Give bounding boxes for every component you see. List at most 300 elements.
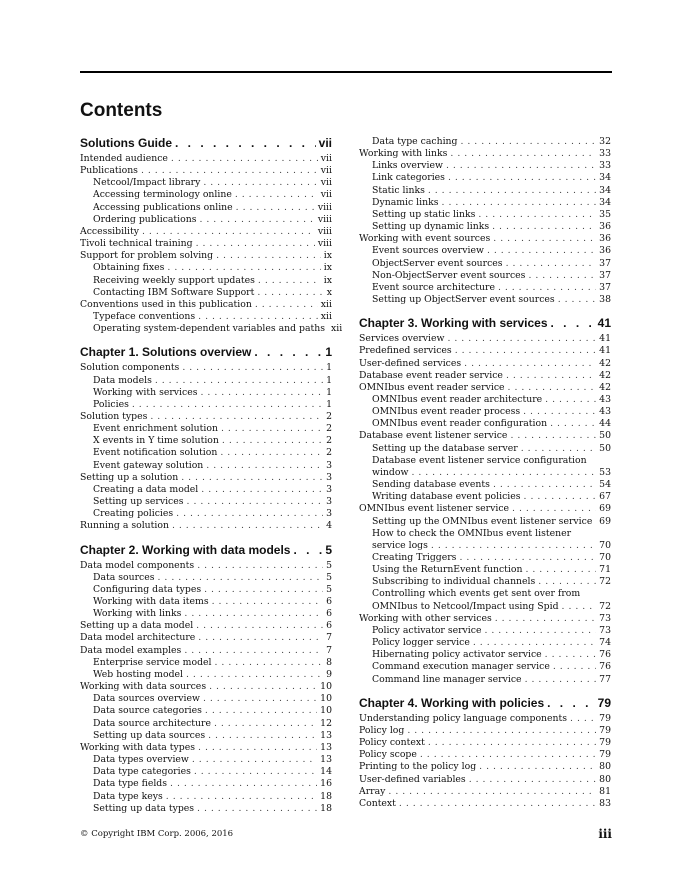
dot-leader xyxy=(481,625,596,637)
toc-entry[interactable] xyxy=(359,443,611,455)
dot-leader xyxy=(535,576,596,588)
toc-entry-title: Data source architecture xyxy=(93,717,211,729)
toc-chapter-heading[interactable] xyxy=(359,316,611,331)
toc-entry-page: 53 xyxy=(599,466,611,478)
toc-entry[interactable] xyxy=(359,786,611,798)
toc-entry-page: 50 xyxy=(599,430,611,442)
toc-entry[interactable] xyxy=(80,323,343,335)
toc-chapter-heading[interactable] xyxy=(80,543,332,558)
toc-entry[interactable] xyxy=(80,238,332,250)
toc-entry[interactable] xyxy=(359,172,611,184)
toc-entry-page: 1 xyxy=(326,374,332,386)
toc-entry-page: vii xyxy=(320,153,332,164)
toc-entry-title: Event sources overview xyxy=(372,245,484,257)
toc-entry-title: Data type categories xyxy=(93,766,191,778)
dot-leader xyxy=(195,311,318,323)
toc-entry[interactable] xyxy=(359,455,611,467)
toc-entry-page: 34 xyxy=(599,196,611,208)
toc-left-column xyxy=(80,136,343,815)
toc-entry[interactable] xyxy=(80,632,332,644)
dot-leader xyxy=(198,387,324,399)
toc-entry-title: Creating policies xyxy=(93,508,174,520)
dot-leader xyxy=(172,136,316,151)
toc-entry[interactable] xyxy=(80,754,332,766)
toc-entry-title: Solution components xyxy=(80,362,180,374)
toc-entry[interactable] xyxy=(359,294,611,306)
dot-leader xyxy=(200,693,317,705)
toc-entry[interactable] xyxy=(359,737,611,749)
chapter-title: Chapter 3. Working with services xyxy=(359,316,548,331)
toc-entry-title: Command execution manager service xyxy=(372,661,550,673)
dot-leader xyxy=(138,165,318,177)
dot-leader xyxy=(503,370,596,382)
toc-entry-title: Data sources xyxy=(93,571,155,583)
toc-entry-page: 37 xyxy=(599,281,611,293)
dot-leader xyxy=(173,508,323,520)
dot-leader xyxy=(201,584,323,596)
toc-entry-continuation[interactable] xyxy=(359,467,611,479)
toc-entry[interactable] xyxy=(359,613,611,625)
toc-entry-page: 9 xyxy=(326,668,332,680)
toc-entry-title: Setting up dynamic links xyxy=(372,221,490,233)
toc-entry-page: 8 xyxy=(326,656,332,668)
toc-entry-title: Working with links xyxy=(359,148,448,160)
dot-leader xyxy=(129,399,323,411)
toc-entry[interactable] xyxy=(359,185,611,197)
toc-chapter-heading[interactable] xyxy=(359,696,611,711)
dot-leader xyxy=(567,713,596,725)
dot-leader xyxy=(417,749,596,761)
toc-entry-page: xii xyxy=(331,323,343,335)
toc-entry-page: viii xyxy=(317,238,332,250)
toc-entry-title-continued: window xyxy=(372,466,409,478)
toc-entry[interactable] xyxy=(80,165,332,177)
dot-leader xyxy=(476,761,596,773)
dot-leader xyxy=(163,791,317,803)
toc-entry-title: Non-ObjectServer event sources xyxy=(372,269,526,281)
dot-leader xyxy=(428,540,596,552)
toc-entry[interactable] xyxy=(359,370,611,382)
dot-leader xyxy=(550,661,596,673)
toc-entry[interactable] xyxy=(80,718,332,730)
toc-entry[interactable] xyxy=(359,637,611,649)
toc-entry[interactable] xyxy=(80,791,332,803)
toc-entry-page: 36 xyxy=(599,245,611,257)
toc-entry-title: Setting up a data model xyxy=(80,620,194,632)
toc-entry-page: vii xyxy=(318,136,332,150)
toc-entry[interactable] xyxy=(80,520,332,532)
toc-entry[interactable] xyxy=(80,681,332,693)
toc-entry[interactable] xyxy=(359,761,611,773)
toc-entry-title: Configuring data types xyxy=(93,583,202,595)
toc-entry-page: 3 xyxy=(326,496,332,508)
toc-entry[interactable] xyxy=(80,447,332,459)
toc-entry-title: Understanding policy language components xyxy=(359,712,568,724)
toc-entry-page: 10 xyxy=(320,705,332,717)
toc-entry-page: 12 xyxy=(320,717,332,729)
dot-leader xyxy=(179,362,323,374)
dot-leader xyxy=(217,447,323,459)
toc-entry-title: Hibernating policy activator service xyxy=(372,649,542,661)
toc-entry[interactable] xyxy=(359,233,611,245)
dot-leader xyxy=(233,202,315,214)
toc-entry-page: 76 xyxy=(599,661,611,673)
toc-chapter-heading[interactable] xyxy=(80,136,332,151)
dot-leader xyxy=(457,136,596,148)
toc-entry-title: Working with data sources xyxy=(80,681,207,693)
toc-entry-page: 36 xyxy=(599,221,611,233)
dot-leader xyxy=(466,774,596,786)
dot-leader xyxy=(492,613,596,625)
toc-entry[interactable] xyxy=(359,209,611,221)
toc-entry-page: 76 xyxy=(599,649,611,661)
toc-entry-title: Event enrichment solution xyxy=(93,423,218,435)
toc-entry-title: Writing database event policies xyxy=(372,491,521,503)
toc-entry-page: 34 xyxy=(599,184,611,196)
toc-entry-page: ix xyxy=(323,274,332,286)
toc-entry-title: Policy activator service xyxy=(372,624,482,636)
dot-leader xyxy=(452,345,596,357)
toc-entry[interactable] xyxy=(359,197,611,209)
toc-entry-page: 73 xyxy=(599,624,611,636)
toc-entry-title: Links overview xyxy=(372,160,443,172)
toc-entry-continuation[interactable] xyxy=(359,601,611,613)
toc-entry[interactable] xyxy=(80,214,332,226)
toc-entry[interactable] xyxy=(359,394,611,406)
dot-leader xyxy=(542,394,596,406)
toc-entry[interactable] xyxy=(359,406,611,418)
toc-entry[interactable] xyxy=(80,693,332,705)
dot-leader xyxy=(198,484,323,496)
dot-leader xyxy=(547,418,596,430)
chapter-title: Solutions Guide xyxy=(80,136,172,150)
toc-entry[interactable] xyxy=(359,382,611,394)
dot-leader xyxy=(189,754,317,766)
dot-leader xyxy=(542,649,596,661)
dot-leader xyxy=(456,552,596,564)
toc-entry-page: 34 xyxy=(599,172,611,184)
toc-entry-title: Ordering publications xyxy=(93,213,197,225)
dot-leader xyxy=(139,226,315,238)
dot-leader xyxy=(191,766,317,778)
toc-entry-page: 6 xyxy=(326,596,332,607)
toc-entry[interactable] xyxy=(359,136,611,148)
toc-entry-page: 3 xyxy=(326,459,332,471)
toc-entry-title: Running a solution xyxy=(80,520,169,532)
toc-entry[interactable] xyxy=(359,661,611,673)
dot-leader xyxy=(254,287,323,299)
toc-entry[interactable] xyxy=(359,491,611,503)
toc-entry[interactable] xyxy=(359,713,611,725)
toc-entry[interactable] xyxy=(80,153,332,165)
toc-entry-page: 79 xyxy=(599,749,611,761)
toc-entry[interactable] xyxy=(80,472,332,484)
dot-leader xyxy=(522,564,596,576)
toc-entry-page: 3 xyxy=(326,508,332,520)
dot-leader xyxy=(202,705,317,717)
toc-entry[interactable] xyxy=(359,625,611,637)
toc-entry-title: Data model components xyxy=(80,559,195,571)
toc-entry-page: 2 xyxy=(326,423,332,435)
toc-entry-page: 2 xyxy=(326,447,332,459)
toc-entry-page: 18 xyxy=(320,802,332,814)
dot-leader xyxy=(490,233,596,245)
toc-entry-page: 13 xyxy=(320,754,332,766)
toc-entry[interactable] xyxy=(80,657,332,669)
toc-entry[interactable] xyxy=(80,189,332,201)
toc-entry-title: Sending database events xyxy=(372,479,490,491)
toc-entry-title: Accessibility xyxy=(80,225,140,237)
toc-entry-page: 6 xyxy=(326,620,332,632)
toc-entry[interactable] xyxy=(359,674,611,686)
toc-entry-title: OMNIbus event reader process xyxy=(372,406,521,418)
dot-leader xyxy=(168,153,318,165)
toc-entry[interactable] xyxy=(80,484,332,496)
toc-entry[interactable] xyxy=(80,311,332,323)
toc-entry-page: 10 xyxy=(320,693,332,705)
toc-entry[interactable] xyxy=(80,596,332,608)
toc-entry-page: 70 xyxy=(599,552,611,563)
toc-entry[interactable] xyxy=(80,803,332,815)
toc-entry-title: Database event listener service configuration xyxy=(372,454,587,466)
toc-entry[interactable] xyxy=(359,160,611,172)
toc-entry-page: 74 xyxy=(599,637,611,649)
toc-entry-page: 83 xyxy=(599,797,611,809)
toc-entry-title: Intended audience xyxy=(80,153,168,164)
toc-entry-title: Solution types xyxy=(80,410,148,422)
toc-entry-title: How to check the OMNIbus event listener xyxy=(372,527,572,539)
toc-entry[interactable] xyxy=(80,299,332,311)
dot-leader xyxy=(520,406,596,418)
toc-entry-page: 2 xyxy=(326,435,332,447)
toc-entry[interactable] xyxy=(80,620,332,632)
toc-entry-title: Data sources overview xyxy=(93,693,200,705)
toc-entry[interactable] xyxy=(359,221,611,233)
dot-leader xyxy=(232,189,318,201)
toc-entry-page: 2 xyxy=(326,410,332,422)
toc-entry-page: 79 xyxy=(599,724,611,736)
toc-entry[interactable] xyxy=(80,362,332,374)
toc-entry-title: Printing to the policy log xyxy=(359,761,477,773)
toc-entry[interactable] xyxy=(359,479,611,491)
toc-entry[interactable] xyxy=(80,262,332,274)
dot-leader xyxy=(251,345,322,360)
dot-leader xyxy=(404,725,596,737)
toc-entry[interactable] xyxy=(359,516,611,528)
toc-entry[interactable] xyxy=(80,766,332,778)
toc-entry[interactable] xyxy=(80,508,332,520)
toc-entry-title: Predefined services xyxy=(359,345,452,357)
toc-entry[interactable] xyxy=(80,423,332,435)
toc-entry-page: 13 xyxy=(320,741,332,753)
dot-leader xyxy=(218,423,323,435)
toc-entry-page: 44 xyxy=(599,418,611,430)
toc-entry-title: Setting up the OMNIbus event listener service xyxy=(372,515,593,527)
toc-entry[interactable] xyxy=(80,730,332,742)
dot-leader xyxy=(155,572,324,584)
dot-leader xyxy=(503,258,597,270)
toc-entry-title: Dynamic links xyxy=(372,196,439,208)
toc-entry[interactable] xyxy=(80,608,332,620)
toc-entry-title: Contacting IBM Software Support xyxy=(93,286,255,298)
toc-entry[interactable] xyxy=(80,177,332,189)
dot-leader xyxy=(396,798,596,810)
toc-entry-title: Command line manager service xyxy=(372,673,522,685)
toc-entry-title: Working with other services xyxy=(359,612,492,624)
toc-entry-title: X events in Y time solution xyxy=(93,435,219,447)
toc-entry-page: 80 xyxy=(599,761,611,773)
toc-entry[interactable] xyxy=(80,399,332,411)
toc-entry[interactable] xyxy=(359,552,611,564)
toc-entry-page: vii xyxy=(320,177,332,189)
dot-leader xyxy=(252,299,318,311)
toc-entry-page: 37 xyxy=(599,269,611,281)
toc-entry-title: Database event reader service xyxy=(359,369,503,381)
toc-entry[interactable] xyxy=(80,742,332,754)
toc-entry-page: 73 xyxy=(599,612,611,624)
toc-entry[interactable] xyxy=(80,572,332,584)
toc-entry-title: Working with services xyxy=(93,386,198,398)
toc-entry-page: 42 xyxy=(599,381,611,393)
toc-entry-page: 41 xyxy=(599,333,611,345)
toc-entry-title: Policy context xyxy=(359,737,425,749)
dot-leader xyxy=(507,430,596,442)
toc-entry[interactable] xyxy=(359,649,611,661)
toc-entry-title: Support for problem solving xyxy=(80,250,214,262)
dot-leader xyxy=(152,375,323,387)
toc-entry[interactable] xyxy=(359,418,611,430)
dot-leader xyxy=(206,681,317,693)
toc-entry[interactable] xyxy=(359,358,611,370)
toc-entry-page: xii xyxy=(320,311,332,323)
toc-entry-title: Event notification solution xyxy=(93,447,218,459)
toc-entry[interactable] xyxy=(80,411,332,423)
toc-entry-title: Accessing terminology online xyxy=(93,189,232,201)
toc-entry[interactable] xyxy=(80,375,332,387)
toc-entry-title: OMNIbus event listener service xyxy=(359,503,510,515)
toc-entry-page: 33 xyxy=(599,160,611,172)
dot-leader xyxy=(212,657,324,669)
toc-entry[interactable] xyxy=(359,528,611,540)
toc-entry-title: Link categories xyxy=(372,172,445,184)
toc-chapter-heading[interactable] xyxy=(80,345,332,360)
toc-entry[interactable] xyxy=(359,345,611,357)
toc-entry[interactable] xyxy=(80,275,332,287)
toc-entry[interactable] xyxy=(359,798,611,810)
toc-entry[interactable] xyxy=(359,333,611,345)
toc-entry[interactable] xyxy=(359,725,611,737)
dot-leader xyxy=(385,786,596,798)
dot-leader xyxy=(509,503,596,515)
toc-entry-page: 69 xyxy=(599,503,611,515)
toc-entry[interactable] xyxy=(80,705,332,717)
toc-entry-title: Services overview xyxy=(359,333,445,345)
toc-entry[interactable] xyxy=(359,282,611,294)
toc-entry[interactable] xyxy=(359,258,611,270)
toc-entry-title: Setting up services xyxy=(93,496,184,508)
toc-entry-title: ObjectServer event sources xyxy=(372,257,503,269)
toc-entry-page: 1 xyxy=(326,362,332,374)
toc-entry-page: 16 xyxy=(320,778,332,790)
toc-entry[interactable] xyxy=(80,669,332,681)
toc-entry[interactable] xyxy=(359,564,611,576)
dot-leader xyxy=(470,637,596,649)
toc-entry[interactable] xyxy=(80,387,332,399)
dot-leader xyxy=(490,479,596,491)
toc-entry-page: viii xyxy=(317,201,332,213)
toc-entry-title: Working with event sources xyxy=(359,233,491,245)
toc-entry[interactable] xyxy=(359,245,611,257)
toc-entry-page: 70 xyxy=(599,539,611,551)
toc-entry-title: Web hosting model xyxy=(93,668,184,680)
chapter-title: Chapter 2. Working with data models xyxy=(80,542,291,557)
toc-entry-title: Data type caching xyxy=(372,136,458,147)
toc-entry-title: Data type fields xyxy=(93,778,168,790)
toc-entry-page: 42 xyxy=(599,369,611,381)
toc-entry-page: 77 xyxy=(599,673,611,685)
toc-entry[interactable] xyxy=(359,270,611,282)
toc-entry[interactable] xyxy=(80,226,332,238)
toc-entry[interactable] xyxy=(80,584,332,596)
toc-entry[interactable] xyxy=(80,250,332,262)
toc-entry-page: 41 xyxy=(597,316,611,331)
toc-entry-page: viii xyxy=(317,213,332,225)
dot-leader xyxy=(178,472,323,484)
toc-entry-page: 37 xyxy=(599,257,611,269)
toc-entry-page: 42 xyxy=(599,357,611,369)
dot-leader xyxy=(184,496,324,508)
toc-entry-title: Policies xyxy=(93,398,129,410)
toc-entry-page: 14 xyxy=(320,766,332,778)
toc-entry[interactable] xyxy=(359,503,611,515)
toc-entry-page: 72 xyxy=(599,576,611,588)
toc-entry[interactable] xyxy=(359,774,611,786)
toc-entry-title: Creating Triggers xyxy=(372,552,457,563)
dot-leader xyxy=(461,358,596,370)
toc-entry-page: 13 xyxy=(320,729,332,741)
toc-entry-page: 43 xyxy=(599,393,611,405)
dot-leader xyxy=(559,601,597,613)
toc-entry[interactable] xyxy=(80,202,332,214)
toc-entry[interactable] xyxy=(80,460,332,472)
toc-entry[interactable] xyxy=(359,576,611,588)
toc-entry-page: 36 xyxy=(599,233,611,245)
dot-leader xyxy=(548,316,595,331)
toc-entry[interactable] xyxy=(80,560,332,572)
toc-entry-title: Data source categories xyxy=(93,705,202,717)
toc-entry[interactable] xyxy=(359,588,611,600)
toc-entry[interactable] xyxy=(80,435,332,447)
toc-entry[interactable] xyxy=(80,778,332,790)
dot-leader xyxy=(290,543,322,558)
toc-entry-title: Policy logger service xyxy=(372,637,470,649)
dot-leader xyxy=(425,185,596,197)
toc-entry-title: Policy log xyxy=(359,724,405,736)
toc-entry-title: OMNIbus event reader architecture xyxy=(372,393,543,405)
toc-entry[interactable] xyxy=(80,496,332,508)
toc-entry-title: Obtaining fixes xyxy=(93,262,165,274)
toc-entry[interactable] xyxy=(80,287,332,299)
dot-leader xyxy=(195,632,323,644)
toc-entry-continuation[interactable] xyxy=(359,540,611,552)
toc-entry[interactable] xyxy=(80,645,332,657)
page-number: iii xyxy=(598,827,612,841)
toc-entry-title: OMNIbus event reader configuration xyxy=(372,418,548,430)
toc-entry-page: 32 xyxy=(599,136,611,147)
toc-entry[interactable] xyxy=(359,749,611,761)
toc-entry[interactable] xyxy=(359,430,611,442)
toc-entry[interactable] xyxy=(359,148,611,160)
